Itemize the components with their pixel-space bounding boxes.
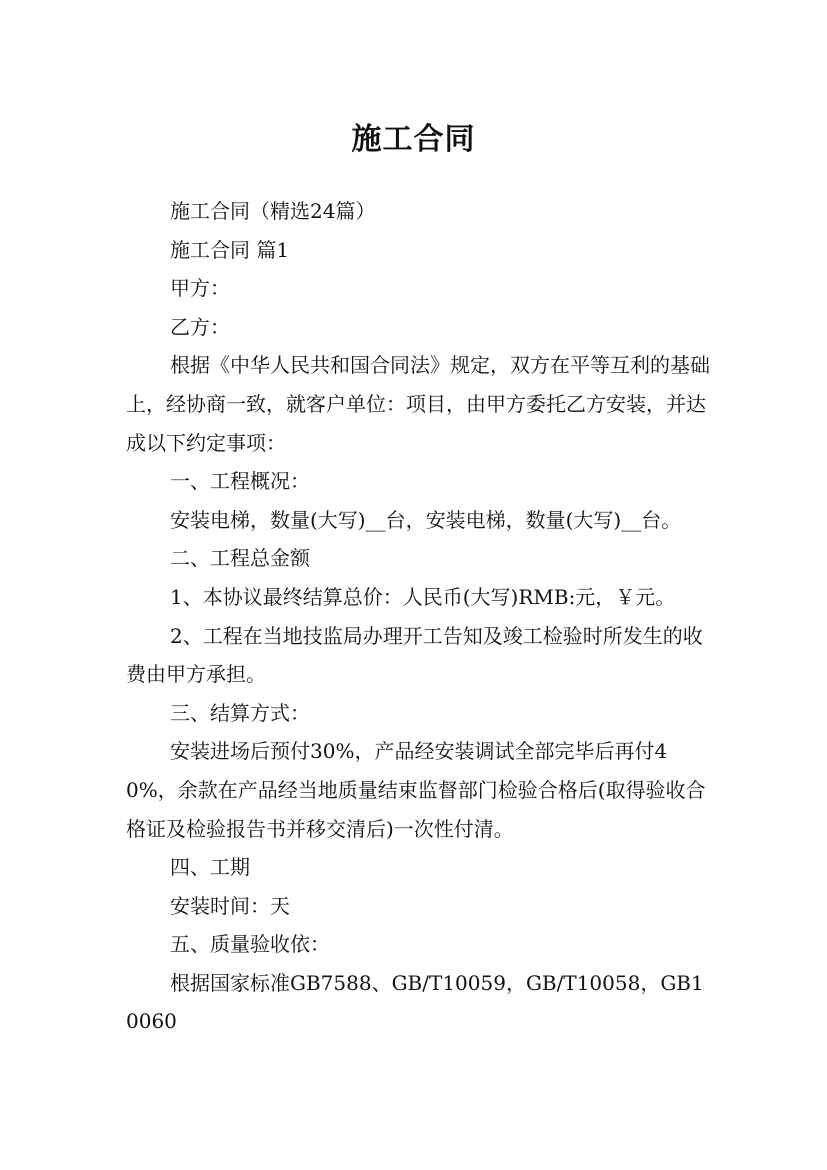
paragraph-amount-2: 2、工程在当地技监局办理开工告知及竣工检验时所发生的收费由甲方承担。	[126, 623, 703, 687]
paragraph-heading-settlement: 三、结算方式：	[170, 700, 310, 725]
document-title: 施工合同	[351, 122, 476, 158]
paragraph-overview-body: 安装电梯，数量(大写)__台，安装电梯，数量(大写)__台。	[170, 507, 682, 532]
paragraph-schedule-body: 安装时间：天	[170, 893, 290, 918]
document-body	[126, 192, 716, 1041]
paragraph-heading-overview: 一、工程概况：	[170, 469, 310, 494]
paragraph-quality-body: 根据国家标准GB7588、GB/T10059，GB/T10058，GB10060	[126, 970, 704, 1034]
paragraph-party-b: 乙方：	[170, 314, 230, 339]
paragraph-party-a: 甲方：	[170, 276, 230, 301]
paragraph-heading-quality: 五、质量验收依：	[170, 932, 330, 957]
paragraph-settlement-body: 安装进场后预付30%，产品经安装调试全部完毕后再付40%，余款在产品经当地质量结束监督部门检验合格后(取得验收合格证及检验报告书并移交清后)一次性付清。	[126, 739, 706, 841]
paragraph-heading-schedule: 四、工期	[170, 855, 250, 880]
paragraph-subtitle: 施工合同（精选24篇）	[170, 199, 376, 223]
paragraph-section-heading: 施工合同 篇1	[170, 237, 290, 262]
paragraph-preamble: 根据《中华人民共和国合同法》规定，双方在平等互利的基础上，经协商一致，就客户单位：项目，由甲方委托乙方安装，并达成以下约定事项：	[126, 353, 710, 455]
paragraph-amount-1: 1、本协议最终结算总价：人民币(大写)RMB:元，￥元。	[170, 584, 676, 609]
paragraph-heading-amount: 二、工程总金额	[170, 546, 310, 571]
